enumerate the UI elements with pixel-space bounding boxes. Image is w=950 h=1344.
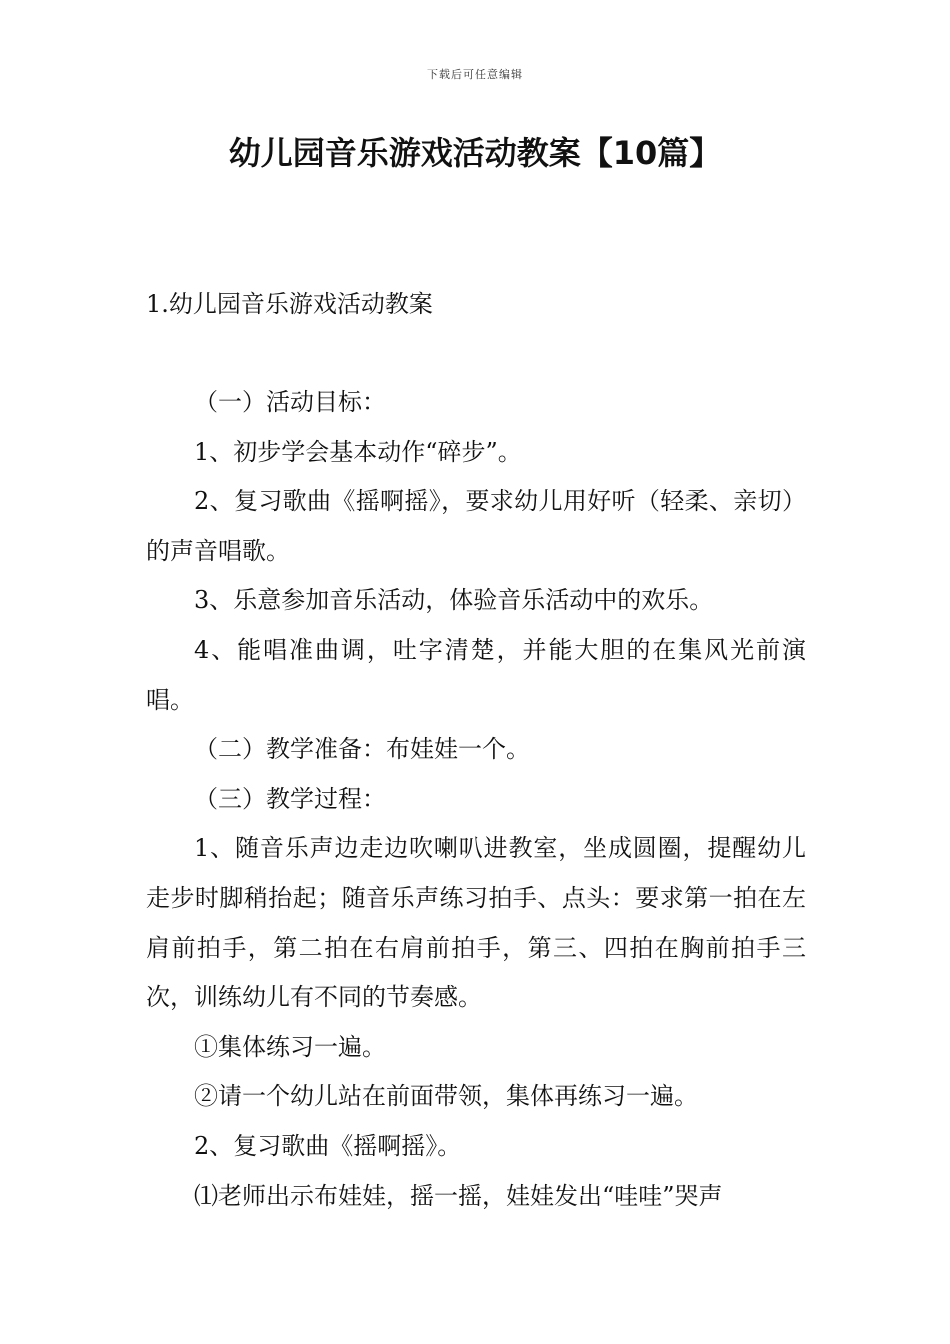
- paragraph-process-2: 2、复习歌曲《摇啊摇》。: [194, 1131, 462, 1160]
- paragraph-process-1: 1、随音乐声边走边吹喇叭进教室，坐成圆圈，提醒幼儿走步时脚稍抬起；随音乐声练习拍手、点头：要求第一拍在左肩前拍手，第二拍在右肩前拍手，第三、四拍在胸前拍手三次，训练幼儿有不同的节奏感。: [146, 834, 806, 1012]
- paragraph-preparation: （二）教学准备：布娃娃一个。: [194, 735, 530, 764]
- paragraph-goal-4: 4、能唱准曲调，吐字清楚，并能大胆的在集风光前演唱。: [146, 635, 806, 714]
- paragraph-goal-3: 3、乐意参加音乐活动，体验音乐活动中的欢乐。: [194, 586, 714, 615]
- paragraph-process-heading: （三）教学过程：: [194, 784, 386, 813]
- paragraph-process-1b: ②请一个幼儿站在前面带领，集体再练习一遍。: [194, 1082, 698, 1111]
- paragraph-goal-2: 2、复习歌曲《摇啊摇》，要求幼儿用好听（轻柔、亲切）的声音唱歌。: [146, 487, 806, 565]
- paragraph-process-2a: ⑴老师出示布娃娃，摇一摇，娃娃发出“哇哇”哭声: [194, 1181, 723, 1210]
- header-note: 下载后可任意编辑: [427, 68, 523, 81]
- paragraph-process-1a: ①集体练习一遍。: [194, 1032, 386, 1061]
- document-body: [146, 378, 806, 1221]
- paragraph-goal-1: 1、初步学会基本动作“碎步”。: [194, 437, 522, 466]
- section-heading: 1.幼儿园音乐游戏活动教案: [146, 290, 433, 318]
- document-title: 幼儿园音乐游戏活动教案【10篇】: [228, 134, 722, 172]
- paragraph-goals-heading: （一）活动目标：: [194, 388, 386, 416]
